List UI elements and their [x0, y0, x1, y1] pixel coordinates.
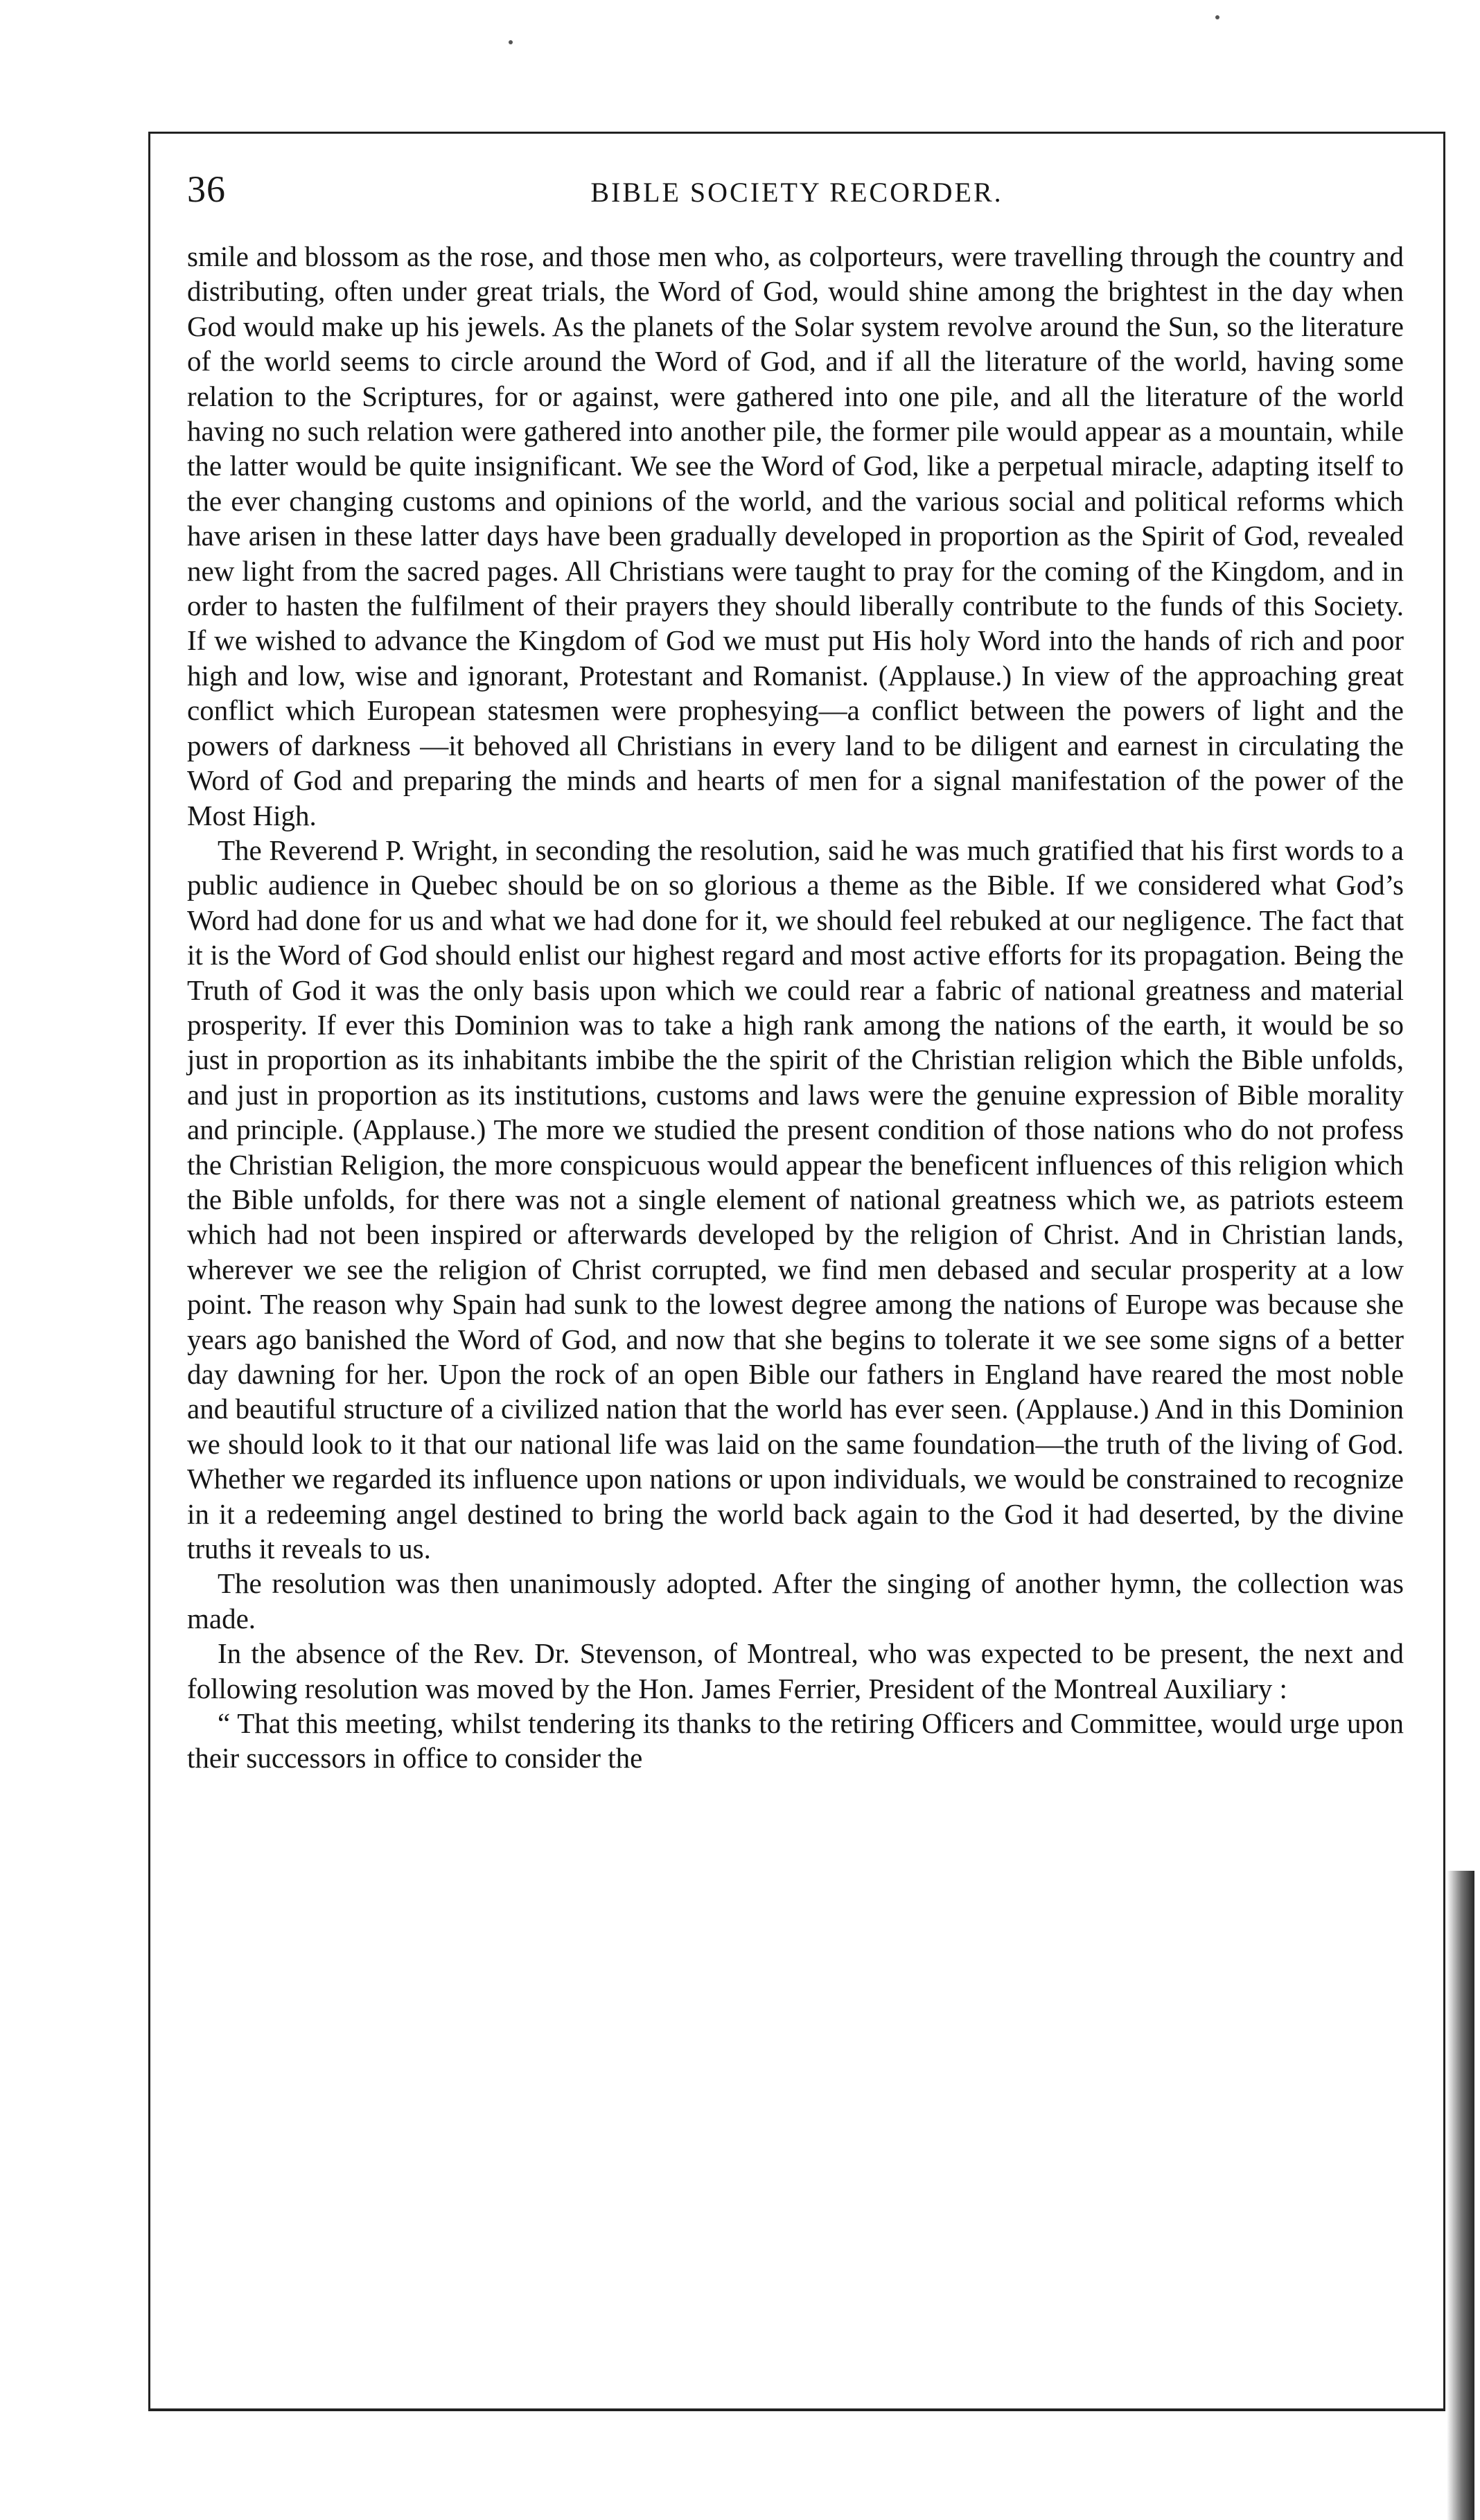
paragraph-wright-speech: The Reverend P. Wright, in seconding the resolution, said he was much gratified that his first words to a public audience in Quebec should be on so glorious a theme as the Bible. If we considered what God’s Word had done for us and what we had done for it, we should feel rebuked at our negligence. The fact that it is the Word of God should enlist our highest regard and most active efforts for its propagation. Being the Truth of God it was the only basis upon which we could rear a fabric of national greatness and material prosperity. If ever this Dominion was to take a high rank among the nations of the earth, it would be so just in proportion as its inhabitants imbibe the the spirit of the Christian religion which the Bible unfolds, and just in proportion as its institutions, customs and laws were the genuine expression of Bible morality and principle. (Applause.) The more we studied the present condition of those nations who do not profess the Christian Religion, the more conspicuous would appear the beneficent influences of this religion which the Bible unfolds, for there was not a single element of national greatness which we, as patriots esteem which had not been inspired or afterwards developed by the religion of Christ. And in Christian lands, wherever we see the religion of Christ corrupted, we find men debased and secular prosperity at a low point. The reason why Spain had sunk to the lowest degree among the nations of Europe was because she years ago banished the Word of God, and now that she begins to tolerate it we see some signs of a better day dawning for her. Upon the rock of an open Bible our fathers in England have reared the most noble and beautiful structure of a civilized nation that the world has ever seen. (Applause.) And in this Dominion we should look to it that our national life was laid on the same foundation—the truth of the living of God. Whether we regarded its influence upon nations or upon individuals, we would be constrained to recognize in it a redeeming angel destined to bring the world back again to the God it had deserted, by the divine truths it reveals to us. [187, 834, 1404, 1565]
paragraph-resolution-adopted: The resolution was then unanimously adopted. After the singing of another hymn, the collection was made. [187, 1567, 1404, 1635]
binding-shadow [1447, 1871, 1474, 2520]
stray-mark [1215, 15, 1219, 19]
page-number: 36 [187, 168, 226, 210]
article-body [187, 239, 1404, 1776]
page-header [187, 164, 1407, 219]
running-head: BIBLE SOCIETY RECORDER. [590, 177, 1003, 208]
paragraph-continued: smile and blossom as the rose, and those men who, as colporteurs, were travelling through the country and distributing, often under great trials, the Word of God, would shine among the brightest in the day when God would make up his jewels. As the planets of the Solar system revolve around the Sun, so the literature of the world seems to circle around the Word of God, and if all the literature of the world, having some relation to the Scriptures, for or against, were gathered into one pile, and all the literature of the world having no such relation were gathered into another pile, the former pile would appear as a mountain, while the latter would be quite insignificant. We see the Word of God, like a perpetual miracle, adapting itself to the ever changing customs and opinions of the world, and the various social and political reforms which have arisen in these latter days have been gradually developed in proportion as the Spirit of God, revealed new light from the sacred pages. All Christians were taught to pray for the coming of the Kingdom, and in order to hasten the fulfilment of their prayers they should liberally contribute to the funds of this Society. If we wished to advance the Kingdom of God we must put His holy Word into the hands of rich and poor high and low, wise and ignorant, Protestant and Romanist. (Applause.) In view of the approaching great conflict which European statesmen were prophesying—a conflict between the powers of light and the powers of darkness —it behoved all Christians in every land to be diligent and earnest in circulating the Word of God and preparing the minds and hearts of men for a signal manifestation of the power of the Most High. [187, 240, 1404, 831]
stray-mark [509, 40, 513, 44]
paragraph-next-resolution: In the absence of the Rev. Dr. Stevenson, of Montreal, who was expected to be present, the next and following resolution was moved by the Hon. James Ferrier, President of the Montreal Auxiliary : [187, 1637, 1404, 1704]
paragraph-resolution-quote: “ That this meeting, whilst tendering its thanks to the retiring Officers and Committee, would urge upon their successors in office to consider the [187, 1707, 1404, 1774]
